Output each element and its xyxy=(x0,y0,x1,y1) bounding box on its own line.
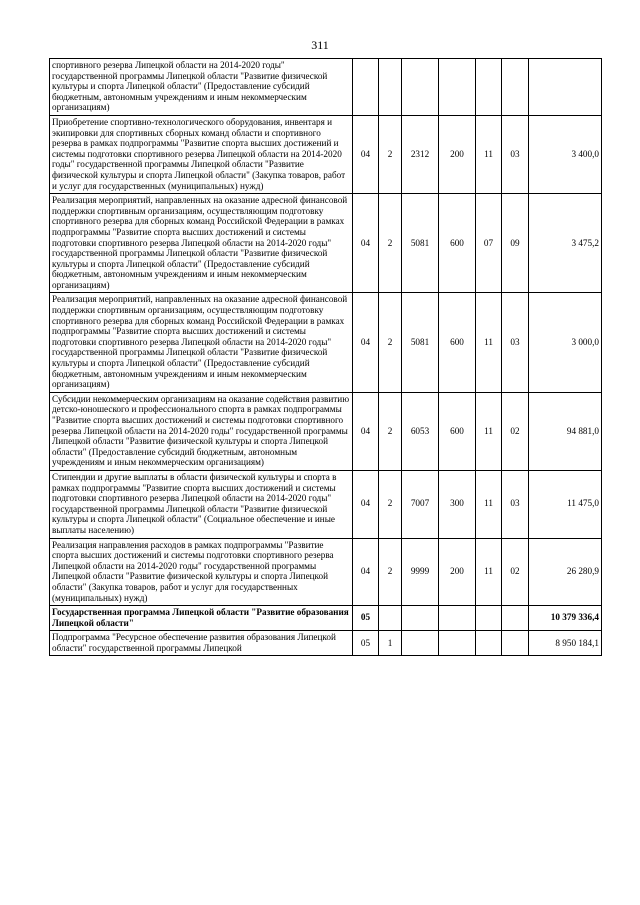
program-code: 04 xyxy=(353,392,379,470)
table-row xyxy=(50,606,602,631)
amount-value: 3 475,2 xyxy=(529,194,602,293)
section-code xyxy=(476,606,502,631)
direction-code xyxy=(402,59,439,116)
subprogram-code: 2 xyxy=(379,392,402,470)
direction-code: 9999 xyxy=(402,538,439,606)
budget-table xyxy=(49,58,602,656)
page-number: 311 xyxy=(311,38,329,52)
program-code: 04 xyxy=(353,538,379,606)
expense-type-code: 600 xyxy=(439,194,476,293)
subprogram-code xyxy=(379,606,402,631)
direction-code xyxy=(402,606,439,631)
subsection-code: 09 xyxy=(502,194,529,293)
subprogram-code: 2 xyxy=(379,538,402,606)
section-code xyxy=(476,631,502,656)
subsection-code xyxy=(502,631,529,656)
section-code: 11 xyxy=(476,470,502,538)
amount-value: 26 280,9 xyxy=(529,538,602,606)
program-code: 04 xyxy=(353,194,379,293)
table-row xyxy=(50,115,602,193)
section-code: 11 xyxy=(476,538,502,606)
table-row xyxy=(50,194,602,293)
table-row xyxy=(50,538,602,606)
section-code: 11 xyxy=(476,392,502,470)
row-description: Приобретение спортивно-технологического оборудования, инвентаря и экипировки для спортивных сборных команд области и спортивного резерва в рамках подпрограммы "Развитие спорта высших достижений и системы подготовки спортивного резерва Липецкой области на 2014-2020 годы" государственной программы Липецкой области "Развитие физической культуры и спорта Липецкой области" (Закупка товаров, работ и услуг для государственных (муниципальных) нужд) xyxy=(50,115,353,193)
budget-table-body xyxy=(50,59,602,656)
row-description: Стипендии и другие выплаты в области физической культуры и спорта в рамках подпрограммы "Развитие спорта высших достижений и системы подготовки спортивного резерва Липецкой области на 2014-2020 годы" государственной программы Липецкой области "Развитие физической культуры и спорта Липецкой области" (Социальное обеспечение и иные выплаты населению) xyxy=(50,470,353,538)
subsection-code xyxy=(502,59,529,116)
table-row xyxy=(50,293,602,392)
table-row xyxy=(50,470,602,538)
direction-code: 5081 xyxy=(402,293,439,392)
subsection-code: 03 xyxy=(502,293,529,392)
subsection-code: 03 xyxy=(502,470,529,538)
row-description: Реализация направления расходов в рамках подпрограммы "Развитие спорта высших достижений и системы подготовки спортивного резерва Липецкой области на 2014-2020 годы" государственной программы Липецкой области "Развитие физической культуры и спорта Липецкой области" (Закупка товаров, работ и услуг для государственных (муниципальных) нужд) xyxy=(50,538,353,606)
subsection-code: 03 xyxy=(502,115,529,193)
section-code: 11 xyxy=(476,115,502,193)
program-code: 05 xyxy=(353,606,379,631)
subprogram-code: 2 xyxy=(379,293,402,392)
row-description: спортивного резерва Липецкой области на 2014-2020 годы" государственной программы Липецкой области "Развитие физической культуры и спорта Липецкой области" (Предоставление субсидий бюджетным, автономным учреждениям и иным некоммерческим организациям) xyxy=(50,59,353,116)
section-code: 07 xyxy=(476,194,502,293)
amount-value xyxy=(529,59,602,116)
program-code: 05 xyxy=(353,631,379,656)
expense-type-code xyxy=(439,606,476,631)
table-row xyxy=(50,59,602,116)
expense-type-code: 600 xyxy=(439,293,476,392)
section-code: 11 xyxy=(476,293,502,392)
subprogram-code: 2 xyxy=(379,194,402,293)
expense-type-code: 200 xyxy=(439,115,476,193)
direction-code: 5081 xyxy=(402,194,439,293)
table-row xyxy=(50,631,602,656)
row-description: Субсидии некоммерческим организациям на оказание содействия развитию детско-юношеского и профессионального спорта в рамках подпрограммы "Развитие спорта высших достижений и системы подготовки спортивного резерва Липецкой области на 2014-2020 годы" государственной программы Липецкой области "Развитие физической культуры и спорта Липецкой области" (Предоставление субсидий бюджетным, автономным учреждениям и иным некоммерческим организациям) xyxy=(50,392,353,470)
row-description: Реализация мероприятий, направленных на оказание адресной финансовой поддержки спортивным организациям, осуществляющим подготовку спортивного резерва для сборных команд Российской Федерации в рамках подпрограммы "Развитие спорта высших достижений и системы подготовки спортивного резерва Липецкой области на 2014-2020 годы" государственной программы Липецкой области "Развитие физической культуры и спорта Липецкой области" (Предоставление субсидий бюджетным, автономным учреждениям и иным некоммерческим организациям) xyxy=(50,194,353,293)
direction-code: 6053 xyxy=(402,392,439,470)
amount-value: 3 000,0 xyxy=(529,293,602,392)
program-code: 04 xyxy=(353,115,379,193)
amount-value: 3 400,0 xyxy=(529,115,602,193)
expense-type-code xyxy=(439,631,476,656)
program-code: 04 xyxy=(353,470,379,538)
amount-value: 11 475,0 xyxy=(529,470,602,538)
section-code xyxy=(476,59,502,116)
subprogram-code: 2 xyxy=(379,470,402,538)
direction-code: 7007 xyxy=(402,470,439,538)
program-code xyxy=(353,59,379,116)
subsection-code: 02 xyxy=(502,392,529,470)
subprogram-code: 2 xyxy=(379,115,402,193)
subprogram-code xyxy=(379,59,402,116)
amount-value: 8 950 184,1 xyxy=(529,631,602,656)
direction-code: 2312 xyxy=(402,115,439,193)
table-row xyxy=(50,392,602,470)
subsection-code: 02 xyxy=(502,538,529,606)
row-description: Государственная программа Липецкой области "Развитие образования Липецкой области" xyxy=(50,606,353,631)
subsection-code xyxy=(502,606,529,631)
expense-type-code xyxy=(439,59,476,116)
row-description: Подпрограмма "Ресурсное обеспечение развития образования Липецкой области" государственной программы Липецкой xyxy=(50,631,353,656)
expense-type-code: 200 xyxy=(439,538,476,606)
subprogram-code: 1 xyxy=(379,631,402,656)
program-code: 04 xyxy=(353,293,379,392)
amount-value: 94 881,0 xyxy=(529,392,602,470)
row-description: Реализация мероприятий, направленных на оказание адресной финансовой поддержки спортивным организациям, осуществляющим подготовку спортивного резерва для сборных команд Российской Федерации в рамках подпрограммы "Развитие спорта высших достижений и системы подготовки спортивного резерва Липецкой области на 2014-2020 годы" государственной программы Липецкой области "Развитие физической культуры и спорта Липецкой области" (Предоставление субсидий бюджетным, автономным учреждениям и иным некоммерческим организациям) xyxy=(50,293,353,392)
expense-type-code: 600 xyxy=(439,392,476,470)
amount-value: 10 379 336,4 xyxy=(529,606,602,631)
expense-type-code: 300 xyxy=(439,470,476,538)
direction-code xyxy=(402,631,439,656)
